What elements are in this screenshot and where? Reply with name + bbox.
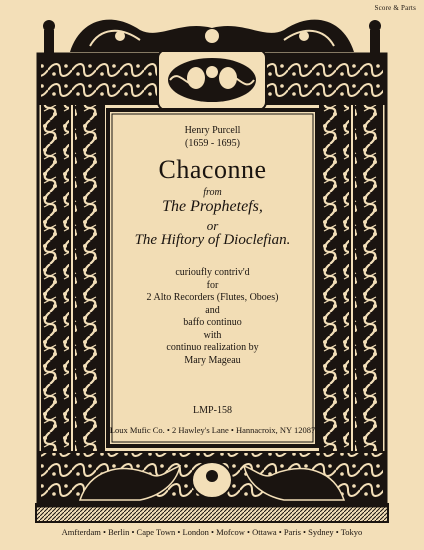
description-line: continuo realization by	[166, 342, 259, 353]
description-line: with	[203, 330, 222, 341]
title-panel	[109, 115, 316, 441]
description-line: curioufly contriv'd	[175, 267, 250, 278]
composer-dates: (1659 - 1695)	[185, 138, 240, 149]
description-line: Mary Mageau	[184, 355, 241, 366]
catalog-number: LMP-158	[193, 405, 232, 416]
source-work-subtitle: The Hiftory of Dioclefian.	[134, 232, 291, 248]
source-work-title: The Prophetefs,	[162, 198, 263, 215]
description-line: baffo continuo	[183, 317, 242, 328]
description-line: for	[206, 280, 219, 291]
from-label: from	[203, 187, 222, 198]
description-line: 2 Alto Recorders (Flutes, Oboes)	[146, 292, 279, 303]
work-title: Chaconne	[158, 155, 267, 184]
or-label: or	[206, 218, 219, 233]
cherub-cartouche-icon	[168, 58, 256, 102]
composer-name: Henry Purcell	[184, 125, 241, 136]
publisher-line: Loux Mufic Co. • 2 Hawley's Lane • Hannacroix, NY 12087	[109, 425, 316, 435]
score-parts-note: Score & Parts	[374, 4, 416, 12]
description-line: and	[205, 305, 220, 316]
publisher-cities: Amfterdam • Berlin • Cape Town • London • Mofcow • Ottawa • Paris • Sydney • Tokyo	[61, 527, 363, 537]
